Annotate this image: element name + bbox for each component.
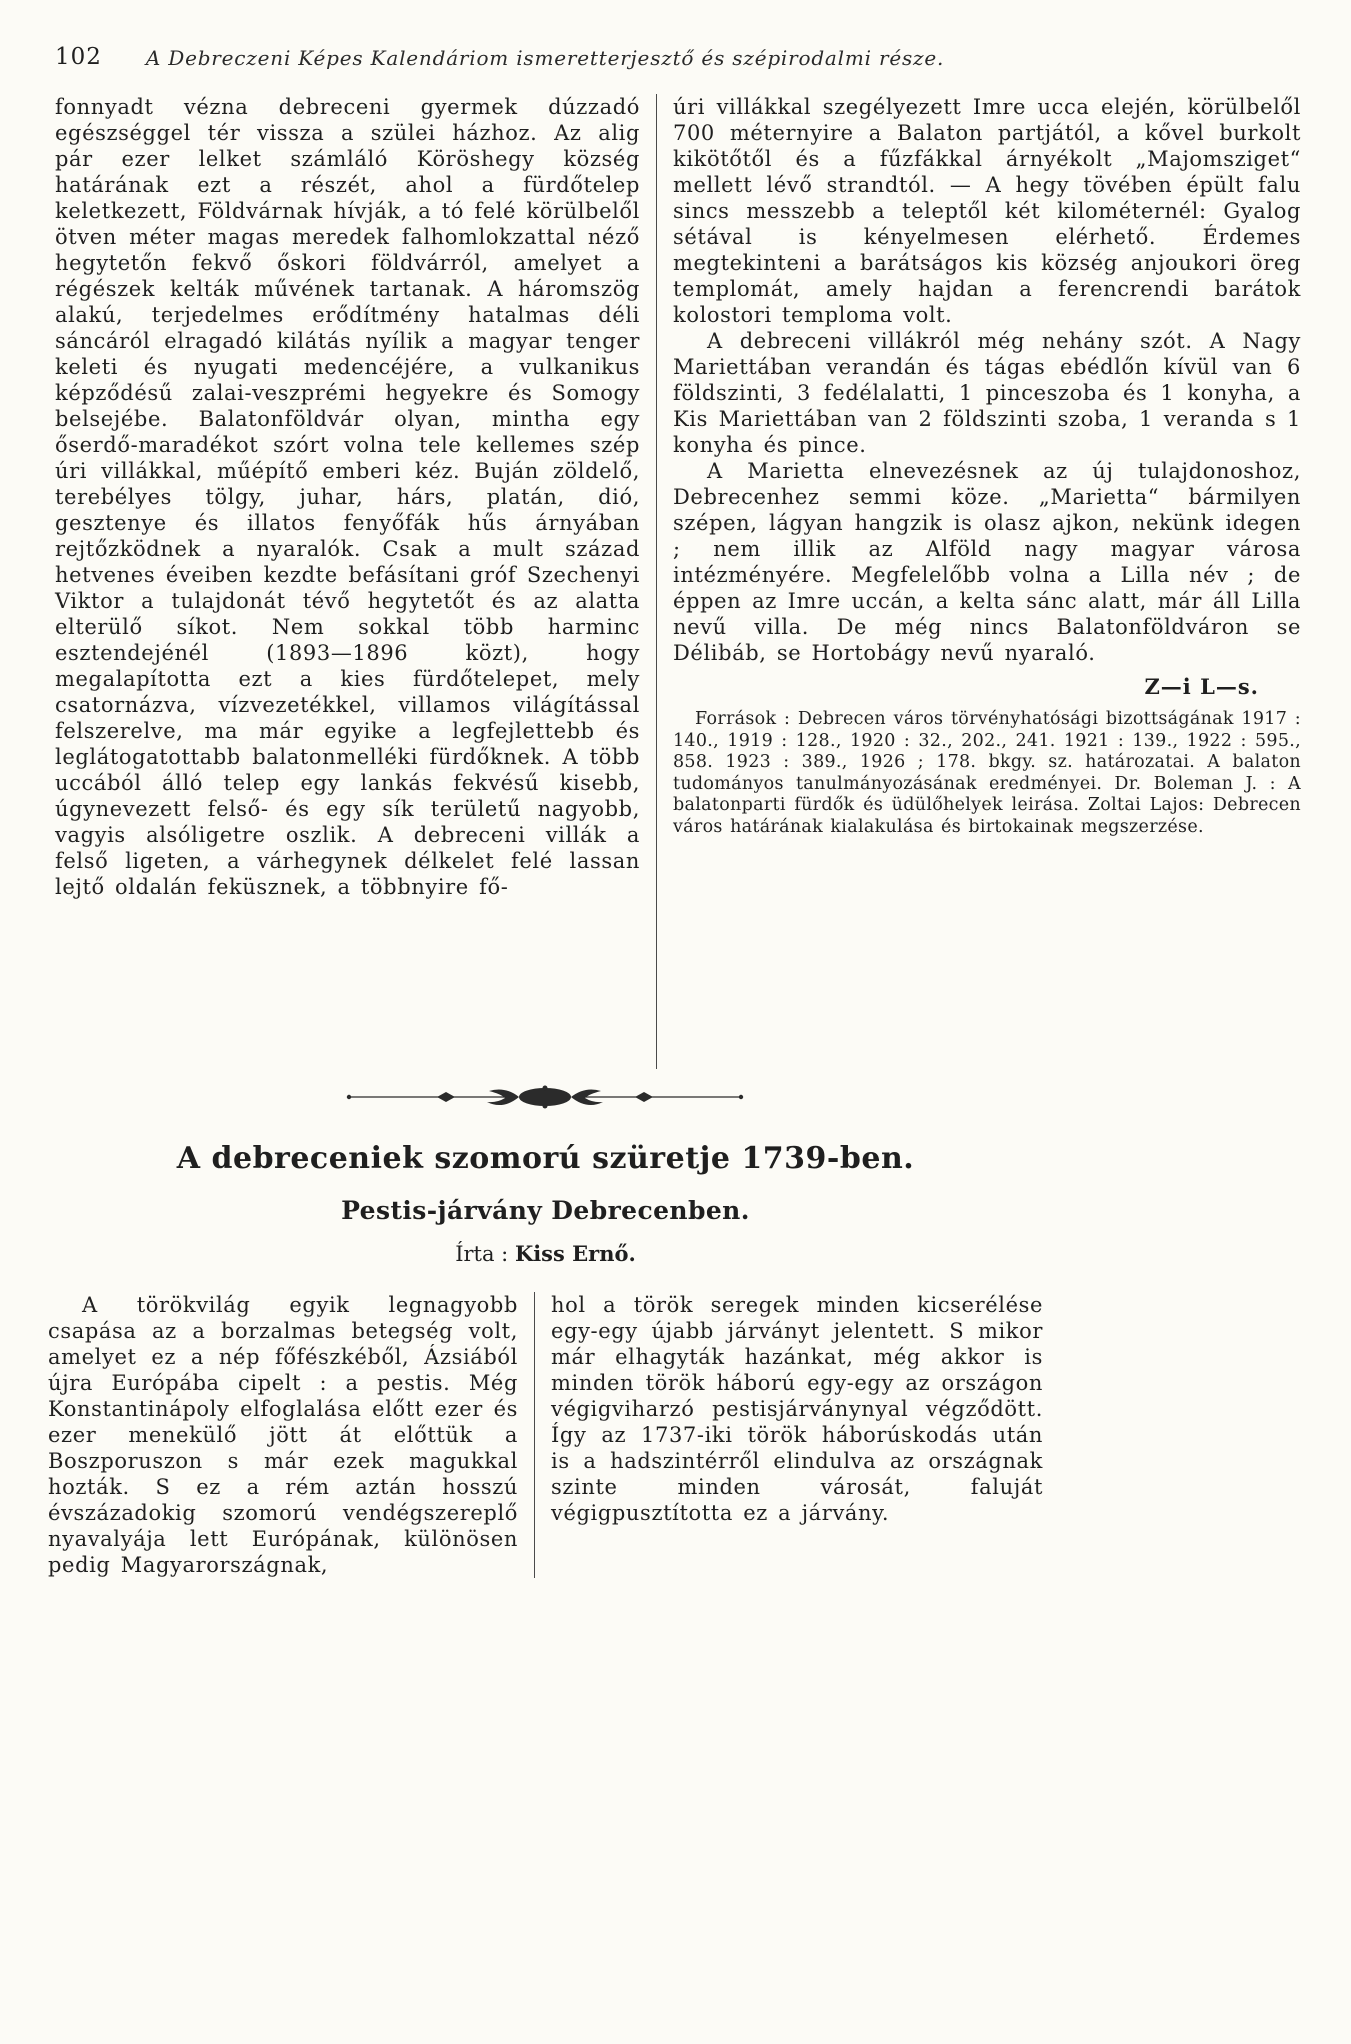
paragraph: hol a török seregek minden kicserélése egy-egy újabb járványt jelentett. S mikor már elhagyták hazánkat, még akkor is minden török háború egy-egy az országon végigviharzó pestisjárványnyal végződött. Így az 1737-iki török háborúskodás után is a hadszintérről elindulva az országnak szinte minden városát, faluját végigpusztította ez a járvány. — [551, 1293, 1043, 1525]
paragraph: fonnyadt vézna debreceni gyermek dúzzadó egészséggel tér vissza a szülei házhoz. Az alig pár ezer lelket számláló Köröshegy község határának ezt a részét, ahol a fürdőtelep keletkezett, Földvárnak hívják, a tó felé körülbelől ötven méter magas meredek falhomlokzattal néző hegytetőn fekvő őskori földvárról, amelyet a régészek kelták művének tartanak. A háromszög alakú, terjedelmes erődítmény hatalmas déli sáncáról elragadó kilátás nyílik a magyar tenger keleti és nyugati medencéjére, a vulkanikus képződésű zalai-veszprémi hegyekre és Somogy belsejébe. Balatonföldvár olyan, mintha egy őserdő-maradékot szórt volna tele kellemes szép úri villákkal, műépítő emberi kéz. Buján zöldelő, terebélyes tölgy, juhar, hárs, platán, dió, gesztenye és illatos fenyőfák hűs árnyában rejtőzködnek a nyaralók. Csak a mult század hetvenes éveiben kezdte befásítani gróf Szechenyi Viktor a tulajdonát tévő hegytetőt és az alatta elterülő síkot. Nem sokkal több harminc esztendejénél (1893—1896 közt), hogy megalapította ezt a kies fürdőtelepet, mely csatornázva, vízvezetékkel, villamos világítással felszerelve, ma már egyike a legfejlettebb és leglátogatottabb balatonmelléki fürdőknek. A több uccából álló telep egy lankás fekvésű kisebb, úgynevezett felső- és egy sík területű nagyobb, vagyis alsóligetre oszlik. A debreceni villák a felső ligeten, a várhegynek délkelet felé lassan lejtő oldalán feküsznek, a többnyire fő- — [55, 95, 640, 899]
byline-author: Kiss Ernő. — [514, 1241, 636, 1266]
byline — [48, 1241, 1043, 1266]
running-title: A Debreczeni Képes Kalendáriom ismeretterjesztő és szépirodalmi része. — [145, 46, 945, 70]
article-1-right-column — [673, 94, 1301, 1069]
printer-ornament-icon — [345, 1083, 745, 1111]
article-2-left-column — [48, 1292, 518, 1578]
byline-prefix: Írta : — [455, 1242, 515, 1266]
article-2-columns — [48, 1292, 1043, 1578]
paragraph: A törökvilág egyik legnagyobb csapása az a borzalmas betegség volt, amelyet ez a nép főfészkéből, Ázsiából újra Európába cipelt : a pestis. Még Konstantinápoly elfoglalása előtt ezer és ezer menekülő jött át előttük a Boszporuszon s már ezek magukkal hozták. S ez a rém aztán hosszú évszázadokig szomorú vendégszereplő nyavalyája lett Európának, különösen pedig Magyarországnak, — [48, 1293, 518, 1577]
article-pestis-jarvany — [48, 1141, 1043, 1578]
article-balatonfoldvar — [55, 94, 1301, 1069]
column-divider-rule — [534, 1292, 535, 1578]
article-subtitle: Pestis-járvány Debrecenben. — [341, 1196, 750, 1225]
ornament-divider-row — [0, 1083, 1090, 1111]
paragraph: A debreceni villákról még nehány szót. A Nagy Mariettában verandán és tágas ebédlőn kívül van 6 földszinti, 3 fedélalatti, 1 pinceszoba és 1 konyha, a Kis Mariettában van 2 földszinti szoba, 1 veranda s 1 konyha és pince. — [673, 329, 1301, 457]
article-title: A debreceniek szomorú szüretje 1739-ben. — [176, 1141, 915, 1176]
column-divider-rule — [656, 94, 657, 1069]
page-number: 102 — [55, 44, 102, 70]
paragraph: A Marietta elnevezésnek az új tulajdonoshoz, Debrecenhez semmi köze. „Marietta“ bármilyen szépen, lágyan hangzik is olasz ajkon, nekünk idegen ; nem illik az Alföld nagy magyar városa intézményére. Megfelelőbb volna a Lilla név ; de éppen az Imre uccán, a kelta sánc alatt, már áll Lilla nevű villa. De még nincs Balatonföldváron se Délibáb, se Hortobágy nevű nyaraló. — [673, 459, 1301, 665]
author-signature: Z—i L—s. — [1144, 674, 1259, 699]
paragraph: úri villákkal szegélyezett Imre ucca elején, körülbelől 700 méternyire a Balaton partjától, a kővel burkolt kikötőtől és a fűzfákkal árnyékolt „Majomsziget“ mellett lévő strandtól. — A hegy tövében épült falu sincs messzebb a teleptől két kilométernél: Gyalog sétával is kényelmesen elérhető. Érdemes megtekinteni a barátságos kis község anjoukori öreg templomát, amely hajdan a ferencrendi barátok kolostori temploma volt. — [673, 95, 1301, 327]
sources-note: Források : Debrecen város törvényhatósági bizottságának 1917 : 140., 1919 : 128., 1920 : 32., 202., 241. 1921 : 139., 1922 : 595., 858. 1923 : 389., 1926 ; 178. bkgy. sz. határozatai. A balaton tudományos tanulmányozásának eredményei. Dr. Boleman J. : A balatonparti fürdők és üdülőhelyek leirása. Zoltai Lajos: Debrecen város határának kialakulása és birtokainak megszerzése. — [673, 709, 1301, 837]
article-1-left-column — [55, 94, 640, 1069]
article-2-right-column — [551, 1292, 1043, 1578]
page-header — [0, 44, 1351, 78]
